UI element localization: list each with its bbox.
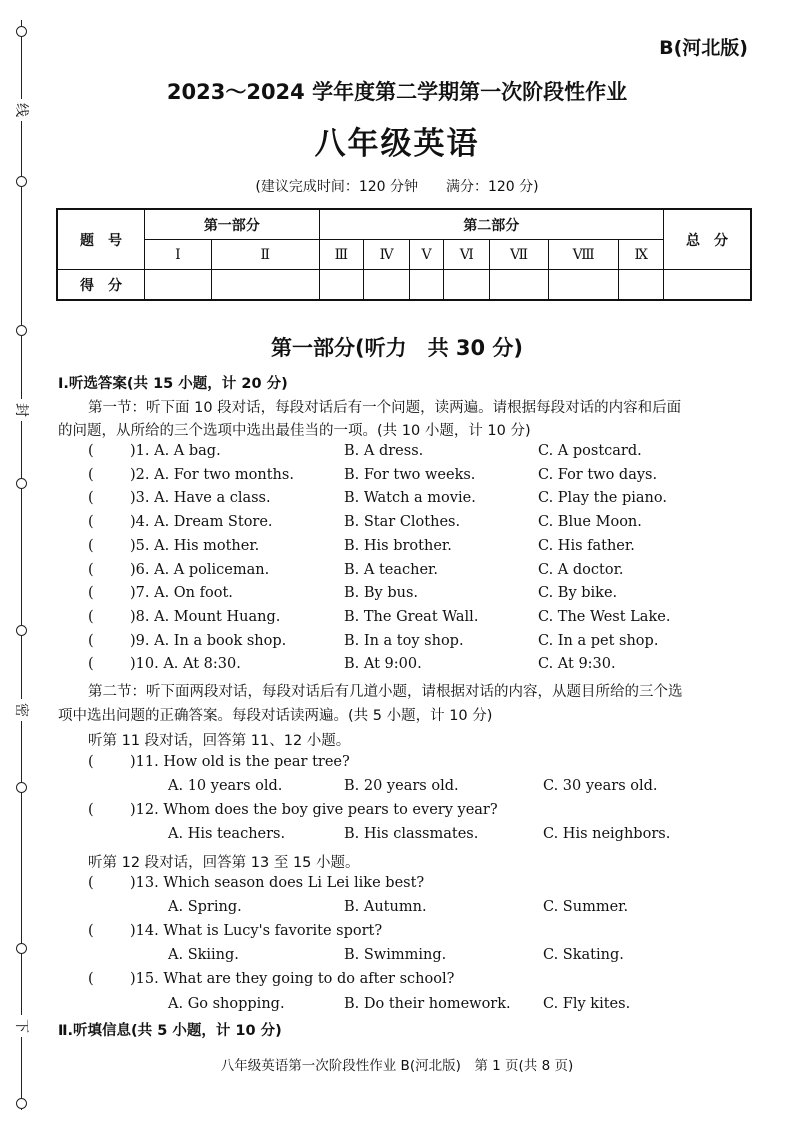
score-table bbox=[56, 208, 752, 301]
score-table-number-label: 题 号 bbox=[57, 209, 145, 270]
answer-paren: ( bbox=[88, 971, 94, 987]
binding-circle bbox=[16, 478, 27, 489]
question-option-a: )9. A. In a book shop. bbox=[130, 633, 287, 649]
question-option-a: )3. A. Have a class. bbox=[130, 490, 271, 506]
question-option-a: A. 10 years old. bbox=[168, 778, 283, 794]
binding-circle bbox=[16, 943, 27, 954]
answer-paren: ( bbox=[88, 923, 94, 939]
exam-title: 2023～2024 学年度第二学期第一次阶段性作业 bbox=[166, 80, 628, 104]
score-cell bbox=[619, 270, 664, 301]
question-stem: )13. Which season does Li Lei like best? bbox=[130, 875, 425, 891]
question-option-b: B. His classmates. bbox=[344, 826, 479, 842]
score-cell bbox=[364, 270, 410, 301]
section1-intro: 第一节：听下面 10 段对话，每段对话后有一个问题，读两遍。请根据每段对话的内容和后面 bbox=[88, 400, 682, 416]
score-cell bbox=[664, 270, 752, 301]
part1-title: 第一部分(听力 共 30 分) bbox=[270, 336, 524, 360]
answer-paren: ( bbox=[88, 490, 94, 506]
question-stem: )11. How old is the pear tree? bbox=[130, 754, 350, 770]
question-option-a: )6. A. A policeman. bbox=[130, 562, 270, 578]
section1-intro: 的问题，从所给的三个选项中选出最佳当的一项。(共 10 小题，计 10 分) bbox=[58, 423, 531, 439]
question-option-a: )1. A. A bag. bbox=[130, 443, 221, 459]
question-option-a: A. His teachers. bbox=[168, 826, 286, 842]
score-cell bbox=[548, 270, 619, 301]
score-table-total: 总 分 bbox=[664, 209, 752, 270]
subject-title: 八年级英语 bbox=[314, 126, 480, 162]
binding-margin bbox=[0, 0, 44, 1122]
question-option-a: A. Spring. bbox=[168, 899, 242, 915]
question-option-c: C. A doctor. bbox=[538, 562, 624, 578]
answer-paren: ( bbox=[88, 562, 94, 578]
score-table-numeral: Ⅳ bbox=[364, 240, 410, 270]
question-option-b: B. Autumn. bbox=[344, 899, 427, 915]
answer-paren: ( bbox=[88, 633, 94, 649]
question-stem: )14. What is Lucy's favorite sport? bbox=[130, 923, 383, 939]
page-footer: 八年级英语第一次阶段性作业 B(河北版) 第 1 页(共 8 页) bbox=[220, 1058, 574, 1074]
answer-paren: ( bbox=[88, 443, 94, 459]
question-option-c: C. For two days. bbox=[538, 467, 658, 483]
score-table-numeral: Ⅵ bbox=[444, 240, 490, 270]
binding-char-seal: 封 bbox=[12, 399, 32, 421]
answer-paren: ( bbox=[88, 754, 94, 770]
answer-paren: ( bbox=[88, 875, 94, 891]
question-option-b: B. For two weeks. bbox=[344, 467, 476, 483]
section1-intro: 第二节：听下面两段对话，每段对话后有几道小题，请根据对话的内容，从题目所给的三个选 bbox=[88, 684, 683, 700]
question-option-b: B. Swimming. bbox=[344, 947, 447, 963]
question-stem: )15. What are they going to do after school? bbox=[130, 971, 455, 987]
score-table-score-label: 得 分 bbox=[57, 270, 145, 301]
answer-paren: ( bbox=[88, 514, 94, 530]
question-option-a: )8. A. Mount Huang. bbox=[130, 609, 281, 625]
binding-char-secret: 密 bbox=[12, 699, 32, 721]
question-option-b: B. The Great Wall. bbox=[344, 609, 479, 625]
question-option-c: C. His neighbors. bbox=[543, 826, 671, 842]
answer-paren: ( bbox=[88, 609, 94, 625]
score-table-numeral: Ⅶ bbox=[490, 240, 548, 270]
question-option-b: B. Watch a movie. bbox=[344, 490, 476, 506]
score-cell bbox=[319, 270, 363, 301]
question-stem: )12. Whom does the boy give pears to every year? bbox=[130, 802, 498, 818]
question-option-c: C. 30 years old. bbox=[543, 778, 658, 794]
dialog-instruction: 听第 11 段对话，回答第 11、12 小题。 bbox=[88, 733, 351, 749]
question-option-b: B. His brother. bbox=[344, 538, 452, 554]
binding-char-line: 线 bbox=[12, 99, 32, 121]
question-option-a: )2. A. For two months. bbox=[130, 467, 294, 483]
score-table-numeral: Ⅷ bbox=[548, 240, 619, 270]
binding-circle bbox=[16, 782, 27, 793]
score-cell bbox=[444, 270, 490, 301]
question-option-c: C. Fly kites. bbox=[543, 996, 631, 1012]
binding-char-down: 下 bbox=[12, 1015, 32, 1037]
binding-circle bbox=[16, 1098, 27, 1109]
question-option-c: C. Blue Moon. bbox=[538, 514, 642, 530]
question-option-a: )10. A. At 8:30. bbox=[130, 656, 241, 672]
question-option-a: A. Skiing. bbox=[168, 947, 239, 963]
question-option-a: )5. A. His mother. bbox=[130, 538, 260, 554]
question-option-b: B. In a toy shop. bbox=[344, 633, 464, 649]
question-option-c: C. At 9:30. bbox=[538, 656, 616, 672]
question-option-b: B. At 9:00. bbox=[344, 656, 422, 672]
score-table-numeral: Ⅲ bbox=[319, 240, 363, 270]
section1-heading: Ⅰ.听选答案(共 15 小题，计 20 分) bbox=[58, 376, 288, 392]
question-option-c: C. Play the piano. bbox=[538, 490, 667, 506]
question-option-a: A. Go shopping. bbox=[168, 996, 285, 1012]
question-option-b: B. By bus. bbox=[344, 585, 419, 601]
binding-circle bbox=[16, 26, 27, 37]
section1-intro: 项中选出问题的正确答案。每段对话读两遍。(共 5 小题，计 10 分) bbox=[58, 708, 493, 724]
question-option-b: B. 20 years old. bbox=[344, 778, 459, 794]
score-cell bbox=[410, 270, 444, 301]
question-option-c: C. In a pet shop. bbox=[538, 633, 659, 649]
score-table-numeral: Ⅱ bbox=[211, 240, 319, 270]
score-cell bbox=[145, 270, 212, 301]
question-option-b: B. Star Clothes. bbox=[344, 514, 461, 530]
question-option-b: B. Do their homework. bbox=[344, 996, 511, 1012]
answer-paren: ( bbox=[88, 802, 94, 818]
score-cell bbox=[490, 270, 548, 301]
score-table-numeral: Ⅸ bbox=[619, 240, 664, 270]
score-table-part1: 第一部分 bbox=[145, 209, 320, 240]
score-cell bbox=[211, 270, 319, 301]
edition-label: B(河北版) bbox=[659, 37, 748, 59]
question-option-c: C. By bike. bbox=[538, 585, 618, 601]
section2-heading: Ⅱ.听填信息(共 5 小题，计 10 分) bbox=[58, 1023, 282, 1039]
score-table-numeral: Ⅴ bbox=[410, 240, 444, 270]
answer-paren: ( bbox=[88, 467, 94, 483]
exam-meta: (建议完成时间：120 分钟 满分：120 分) bbox=[255, 179, 539, 195]
question-option-b: B. A dress. bbox=[344, 443, 424, 459]
question-option-a: )4. A. Dream Store. bbox=[130, 514, 273, 530]
question-option-c: C. Summer. bbox=[543, 899, 629, 915]
answer-paren: ( bbox=[88, 656, 94, 672]
answer-paren: ( bbox=[88, 538, 94, 554]
question-option-c: C. His father. bbox=[538, 538, 635, 554]
question-option-c: C. The West Lake. bbox=[538, 609, 671, 625]
question-option-c: C. A postcard. bbox=[538, 443, 642, 459]
answer-paren: ( bbox=[88, 585, 94, 601]
binding-circle bbox=[16, 625, 27, 636]
score-table-part2: 第二部分 bbox=[319, 209, 663, 240]
question-option-c: C. Skating. bbox=[543, 947, 624, 963]
question-option-a: )7. A. On foot. bbox=[130, 585, 233, 601]
question-option-b: B. A teacher. bbox=[344, 562, 438, 578]
dialog-instruction: 听第 12 段对话，回答第 13 至 15 小题。 bbox=[88, 855, 360, 871]
score-table-numeral: Ⅰ bbox=[145, 240, 212, 270]
